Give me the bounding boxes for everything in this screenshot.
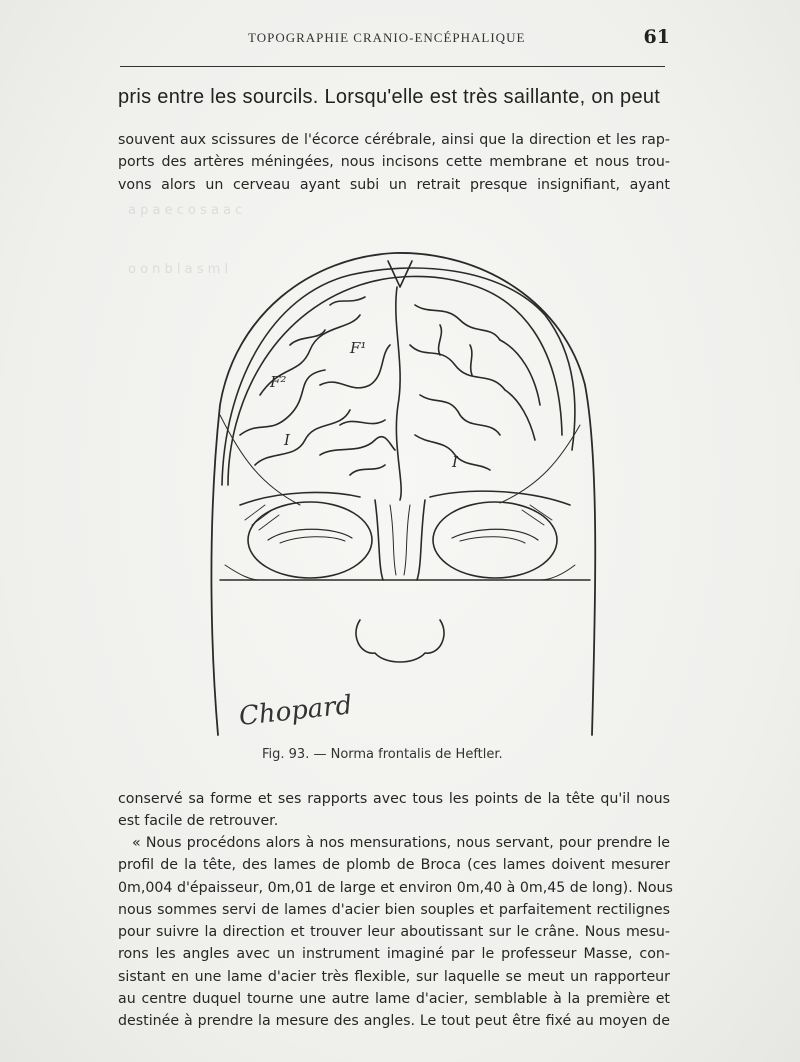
text-line: ports des artères méningées, nous incisons cette membrane et nous trou-: [118, 154, 670, 171]
label-l-right: I: [452, 453, 458, 471]
page-number: 61: [643, 26, 670, 48]
paragraph-2: [118, 788, 670, 833]
header-rule: [120, 66, 665, 67]
label-f2: F²: [270, 373, 287, 391]
text-line: au centre duquel tourne une autre lame d'acier, semblable à la première et: [118, 991, 670, 1008]
running-head: [120, 24, 670, 54]
label-l-left: I: [284, 431, 290, 449]
text-line: sistant en une lame d'acier très flexible, sur laquelle se meut un rapporteur: [118, 968, 670, 985]
bleed-through-text: a p a e c o s a a c: [128, 203, 243, 218]
text-line: conservé sa forme et ses rapports avec tous les points de la tête qu'il nous: [118, 791, 670, 807]
skull-brain-drawing: [200, 235, 600, 750]
text-line: 0m,004 d'épaisseur, 0m,01 de large et environ 0m,40 à 0m,45 de long). Nous: [118, 879, 673, 896]
artist-signature: Chopard: [237, 690, 354, 732]
label-f1: F¹: [350, 339, 367, 357]
figure-caption: Fig. 93. — Norma frontalis de Heftler.: [262, 747, 503, 762]
running-title: TOPOGRAPHIE CRANIO-ENCÉPHALIQUE: [248, 30, 526, 45]
figure-norma-frontalis: [200, 235, 600, 750]
lead-line: pris entre les sourcils. Lorsqu'elle est très saillante, on peut: [118, 86, 661, 108]
text-line: est facile de retrouver.: [118, 813, 279, 830]
text-line: « Nous procédons alors à nos mensurations, nous servant, pour prendre le: [132, 835, 670, 851]
text-line: rons les angles avec un instrument imaginé par le professeur Masse, con-: [118, 946, 670, 963]
text-line: vons alors un cerveau ayant subi un retrait presque insignifiant, ayant: [118, 176, 670, 193]
paragraph-3: [118, 832, 673, 1033]
text-line: souvent aux scissures de l'écorce cérébrale, ainsi que la direction et les rap-: [118, 132, 670, 148]
text-line: destinée à prendre la mesure des angles. Le tout peut être fixé au moyen de: [118, 1013, 670, 1030]
text-line: pour suivre la direction et trouver leur aboutissant sur le crâne. Nous mesu-: [118, 924, 670, 941]
bleed-through-text: o o n b l a s m l: [128, 262, 229, 277]
text-line: nous sommes servi de lames d'acier bien souples et parfaitement rectilignes: [118, 901, 670, 918]
text-line: profil de la tête, des lames de plomb de Broca (ces lames doivent mesurer: [118, 857, 670, 874]
paragraph-1: [118, 129, 670, 196]
